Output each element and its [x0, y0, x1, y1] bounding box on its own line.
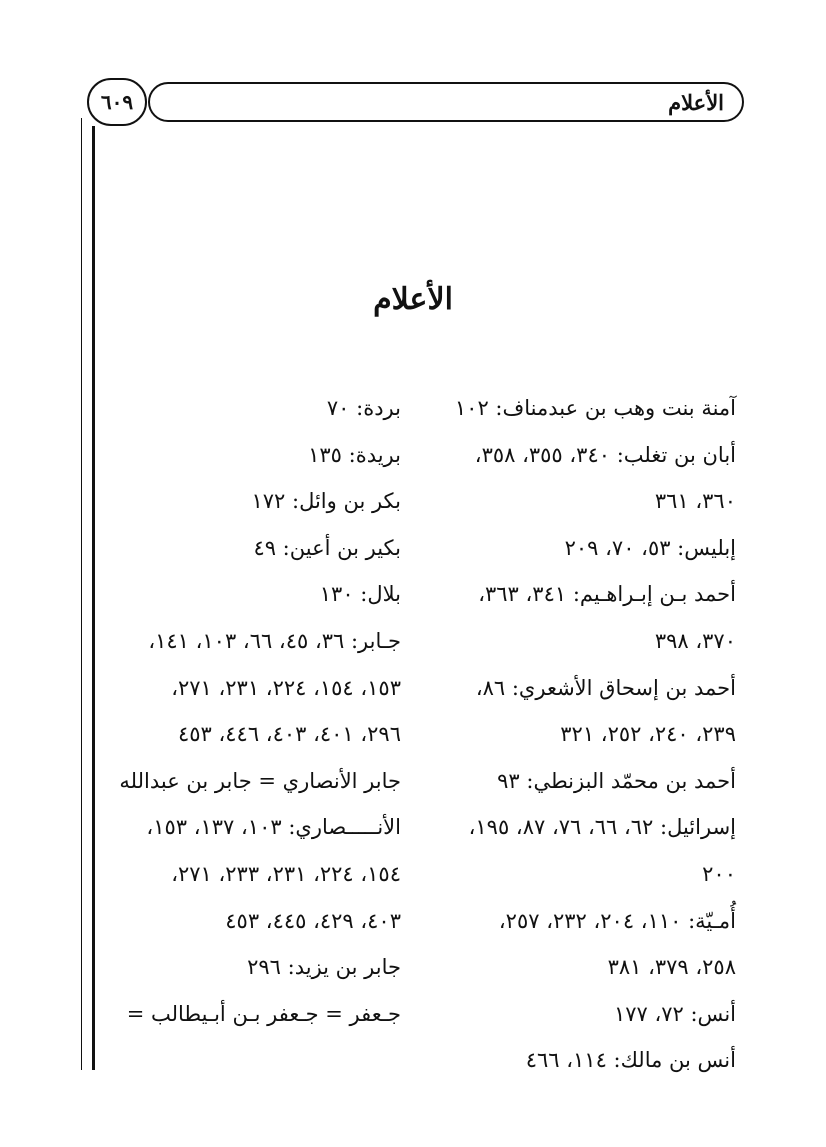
page-number: ٦٠٩ [87, 78, 147, 126]
index-column-right [436, 385, 736, 1084]
index-line: ٣٧٠، ٣٩٨ [654, 628, 736, 653]
index-line: آمنة بنت وهب بن عبدمناف: ١٠٢ [454, 396, 736, 420]
index-line: ٢٥٨، ٣٧٩، ٣٨١ [607, 955, 736, 980]
index-line: ٣٦٠، ٣٦١ [654, 489, 736, 514]
index-line: بريدة: ١٣٥ [308, 442, 401, 467]
index-line: ١٥٤، ٢٢٤، ٢٣١، ٢٣٣، ٢٧١، [171, 861, 401, 886]
index-line: ٢٩٦، ٤٠١، ٤٠٣، ٤٤٦، ٤٥٣ [177, 722, 401, 747]
running-header [148, 82, 744, 122]
running-header-title: الأعلام [668, 90, 724, 115]
margin-rule-thin [81, 118, 82, 1070]
index-line: أحمد بـن إبـراهـيم: ٣٤١، ٣٦٣، [478, 582, 736, 607]
index-line: بكر بن وائل: ١٧٢ [251, 489, 401, 514]
index-line: بردة: ٧٠ [326, 396, 401, 420]
index-line: ٤٠٣، ٤٢٩، ٤٤٥، ٤٥٣ [225, 908, 401, 933]
index-line: أحمد بن محمّد البزنطي: ٩٣ [497, 768, 736, 793]
index-line: أُمـيّة: ١١٠، ٢٠٤، ٢٣٢، ٢٥٧، [498, 908, 736, 933]
index-line: ١٥٣، ١٥٤، ٢٢٤، ٢٣١، ٢٧١، [171, 675, 401, 700]
index-line: أنس: ٧٢، ١٧٧ [613, 1001, 736, 1026]
index-line: ٢٣٩، ٢٤٠، ٢٥٢، ٣٢١ [560, 722, 736, 747]
margin-rule-thick [92, 126, 95, 1070]
index-line: جابر بن يزيد: ٢٩٦ [247, 955, 401, 980]
index-line: جابر الأنصاري = جابر بن عبدالله [119, 768, 401, 793]
index-line: أبان بن تغلب: ٣٤٠، ٣٥٥، ٣٥٨، [474, 442, 736, 467]
index-column-left [101, 385, 401, 1037]
index-line: إسرائيل: ٦٢، ٦٦، ٧٦، ٨٧، ١٩٥، [468, 815, 736, 840]
index-line: أحمد بن إسحاق الأشعري: ٨٦، [475, 675, 736, 700]
index-line: جـابر: ٣٦، ٤٥، ٦٦، ١٠٣، ١٤١، [148, 628, 401, 653]
index-line: جـعفر = جـعفر بـن أبـيطالب = [126, 1001, 401, 1026]
index-line: بلال: ١٣٠ [319, 582, 401, 607]
index-line: بكير بن أعين: ٤٩ [253, 535, 401, 560]
section-title: الأعلام [373, 282, 453, 317]
index-line: ٢٠٠ [702, 861, 736, 886]
index-line: الأنـــــصاري: ١٠٣، ١٣٧، ١٥٣، [146, 815, 401, 840]
index-line: إبليس: ٥٣، ٧٠، ٢٠٩ [564, 535, 736, 560]
index-line: أنس بن مالك: ١١٤، ٤٦٦ [525, 1048, 736, 1073]
